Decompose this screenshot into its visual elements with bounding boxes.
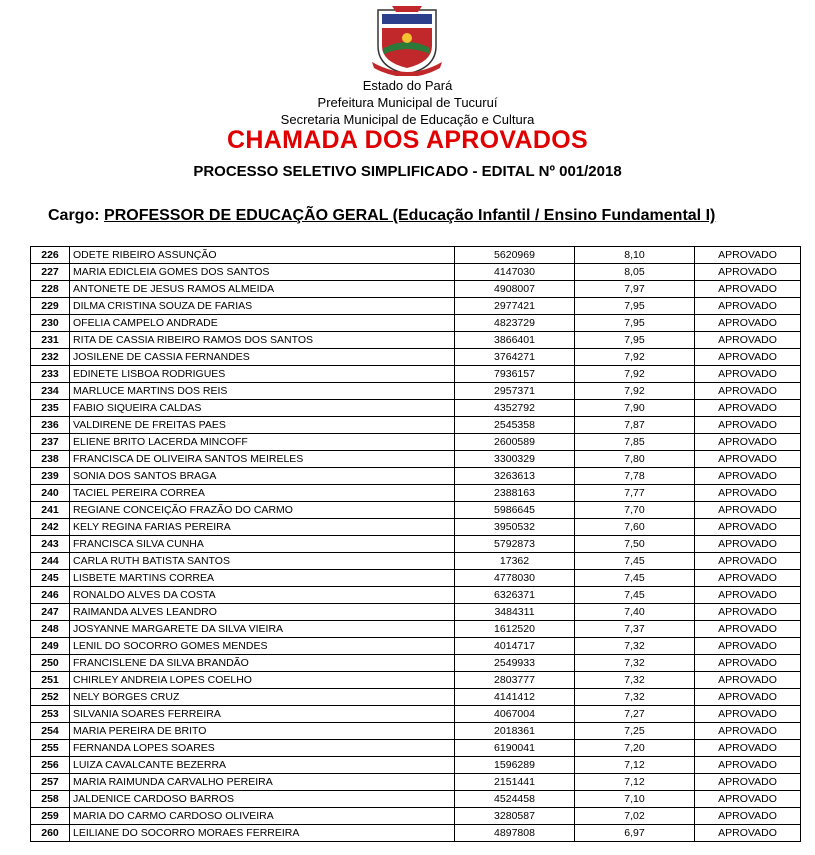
candidate-name: MARIA PEREIRA DE BRITO bbox=[70, 723, 455, 740]
score: 7,97 bbox=[575, 281, 695, 298]
registration-number: 3484311 bbox=[455, 604, 575, 621]
registration-number: 1612520 bbox=[455, 621, 575, 638]
row-number: 238 bbox=[31, 451, 70, 468]
candidate-name: MARIA DO CARMO CARDOSO OLIVEIRA bbox=[70, 808, 455, 825]
candidate-name: LEILIANE DO SOCORRO MORAES FERREIRA bbox=[70, 825, 455, 842]
score: 6,97 bbox=[575, 825, 695, 842]
result-status: APROVADO bbox=[695, 723, 801, 740]
row-number: 226 bbox=[31, 247, 70, 264]
table-row bbox=[31, 332, 801, 349]
score: 7,85 bbox=[575, 434, 695, 451]
table-row bbox=[31, 536, 801, 553]
result-status: APROVADO bbox=[695, 349, 801, 366]
score: 7,95 bbox=[575, 332, 695, 349]
result-status: APROVADO bbox=[695, 655, 801, 672]
score: 7,87 bbox=[575, 417, 695, 434]
candidate-name: FRANCISCA DE OLIVEIRA SANTOS MEIRELES bbox=[70, 451, 455, 468]
score: 8,05 bbox=[575, 264, 695, 281]
result-status: APROVADO bbox=[695, 468, 801, 485]
table-row bbox=[31, 672, 801, 689]
candidate-name: FABIO SIQUEIRA CALDAS bbox=[70, 400, 455, 417]
score: 8,10 bbox=[575, 247, 695, 264]
table-row bbox=[31, 315, 801, 332]
row-number: 228 bbox=[31, 281, 70, 298]
results-table bbox=[30, 246, 801, 842]
result-status: APROVADO bbox=[695, 536, 801, 553]
row-number: 229 bbox=[31, 298, 70, 315]
registration-number: 4147030 bbox=[455, 264, 575, 281]
table-row bbox=[31, 740, 801, 757]
result-status: APROVADO bbox=[695, 757, 801, 774]
registration-number: 2388163 bbox=[455, 485, 575, 502]
registration-number: 4352792 bbox=[455, 400, 575, 417]
table-row bbox=[31, 400, 801, 417]
registration-number: 3300329 bbox=[455, 451, 575, 468]
score: 7,10 bbox=[575, 791, 695, 808]
table-row bbox=[31, 808, 801, 825]
result-status: APROVADO bbox=[695, 417, 801, 434]
candidate-name: MARIA EDICLEIA GOMES DOS SANTOS bbox=[70, 264, 455, 281]
result-status: APROVADO bbox=[695, 638, 801, 655]
result-status: APROVADO bbox=[695, 621, 801, 638]
row-number: 255 bbox=[31, 740, 70, 757]
result-status: APROVADO bbox=[695, 740, 801, 757]
registration-number: 4778030 bbox=[455, 570, 575, 587]
score: 7,32 bbox=[575, 689, 695, 706]
result-status: APROVADO bbox=[695, 451, 801, 468]
row-number: 259 bbox=[31, 808, 70, 825]
table-row bbox=[31, 621, 801, 638]
table-row bbox=[31, 791, 801, 808]
row-number: 252 bbox=[31, 689, 70, 706]
score: 7,70 bbox=[575, 502, 695, 519]
score: 7,12 bbox=[575, 774, 695, 791]
candidate-name: DILMA CRISTINA SOUZA DE FARIAS bbox=[70, 298, 455, 315]
score: 7,92 bbox=[575, 366, 695, 383]
result-status: APROVADO bbox=[695, 519, 801, 536]
score: 7,32 bbox=[575, 638, 695, 655]
table-row bbox=[31, 587, 801, 604]
table-row bbox=[31, 366, 801, 383]
result-status: APROVADO bbox=[695, 315, 801, 332]
row-number: 234 bbox=[31, 383, 70, 400]
score: 7,77 bbox=[575, 485, 695, 502]
registration-number: 4524458 bbox=[455, 791, 575, 808]
result-status: APROVADO bbox=[695, 553, 801, 570]
row-number: 227 bbox=[31, 264, 70, 281]
registration-number: 2600589 bbox=[455, 434, 575, 451]
result-status: APROVADO bbox=[695, 502, 801, 519]
candidate-name: ANTONETE DE JESUS RAMOS ALMEIDA bbox=[70, 281, 455, 298]
secretary-line: Secretaria Municipal de Educação e Cultura bbox=[280, 112, 535, 127]
score: 7,60 bbox=[575, 519, 695, 536]
score: 7,32 bbox=[575, 672, 695, 689]
score: 7,02 bbox=[575, 808, 695, 825]
score: 7,12 bbox=[575, 757, 695, 774]
table-row bbox=[31, 604, 801, 621]
candidate-name: SONIA DOS SANTOS BRAGA bbox=[70, 468, 455, 485]
score: 7,25 bbox=[575, 723, 695, 740]
candidate-name: CARLA RUTH BATISTA SANTOS bbox=[70, 553, 455, 570]
registration-number: 3950532 bbox=[455, 519, 575, 536]
page-subtitle: PROCESSO SELETIVO SIMPLIFICADO - EDITAL Nº 001/2018 bbox=[193, 163, 622, 180]
row-number: 249 bbox=[31, 638, 70, 655]
table-row bbox=[31, 723, 801, 740]
row-number: 258 bbox=[31, 791, 70, 808]
candidate-name: LUIZA CAVALCANTE BEZERRA bbox=[70, 757, 455, 774]
result-status: APROVADO bbox=[695, 281, 801, 298]
registration-number: 4823729 bbox=[455, 315, 575, 332]
candidate-name: FRANCISCA SILVA CUNHA bbox=[70, 536, 455, 553]
candidate-name: SILVANIA SOARES FERREIRA bbox=[70, 706, 455, 723]
registration-number: 5792873 bbox=[455, 536, 575, 553]
candidate-name: NELY BORGES CRUZ bbox=[70, 689, 455, 706]
score: 7,80 bbox=[575, 451, 695, 468]
row-number: 260 bbox=[31, 825, 70, 842]
table-row bbox=[31, 553, 801, 570]
table-row bbox=[31, 247, 801, 264]
registration-number: 2803777 bbox=[455, 672, 575, 689]
row-number: 232 bbox=[31, 349, 70, 366]
row-number: 240 bbox=[31, 485, 70, 502]
result-status: APROVADO bbox=[695, 808, 801, 825]
candidate-name: OFELIA CAMPELO ANDRADE bbox=[70, 315, 455, 332]
score: 7,27 bbox=[575, 706, 695, 723]
row-number: 254 bbox=[31, 723, 70, 740]
candidate-name: FRANCISLENE DA SILVA BRANDÃO bbox=[70, 655, 455, 672]
candidate-name: TACIEL PEREIRA CORREA bbox=[70, 485, 455, 502]
score: 7,45 bbox=[575, 570, 695, 587]
score: 7,20 bbox=[575, 740, 695, 757]
page-title: CHAMADA DOS APROVADOS bbox=[227, 126, 588, 154]
cargo-line bbox=[48, 207, 715, 225]
result-status: APROVADO bbox=[695, 264, 801, 281]
row-number: 247 bbox=[31, 604, 70, 621]
result-status: APROVADO bbox=[695, 570, 801, 587]
table-row bbox=[31, 451, 801, 468]
cargo-label: Cargo: bbox=[48, 207, 100, 224]
result-status: APROVADO bbox=[695, 672, 801, 689]
row-number: 251 bbox=[31, 672, 70, 689]
row-number: 242 bbox=[31, 519, 70, 536]
row-number: 243 bbox=[31, 536, 70, 553]
table-row bbox=[31, 349, 801, 366]
row-number: 250 bbox=[31, 655, 70, 672]
score: 7,37 bbox=[575, 621, 695, 638]
row-number: 230 bbox=[31, 315, 70, 332]
score: 7,95 bbox=[575, 315, 695, 332]
registration-number: 4067004 bbox=[455, 706, 575, 723]
table-row bbox=[31, 468, 801, 485]
candidate-name: KELY REGINA FARIAS PEREIRA bbox=[70, 519, 455, 536]
result-status: APROVADO bbox=[695, 825, 801, 842]
score: 7,92 bbox=[575, 383, 695, 400]
table-row bbox=[31, 485, 801, 502]
registration-number: 1596289 bbox=[455, 757, 575, 774]
row-number: 231 bbox=[31, 332, 70, 349]
registration-number: 2018361 bbox=[455, 723, 575, 740]
candidate-name: FERNANDA LOPES SOARES bbox=[70, 740, 455, 757]
table-row bbox=[31, 264, 801, 281]
cargo-value: PROFESSOR DE EDUCAÇÃO GERAL (Educação Infantil / Ensino Fundamental I) bbox=[104, 207, 716, 224]
registration-number: 3866401 bbox=[455, 332, 575, 349]
registration-number: 2549933 bbox=[455, 655, 575, 672]
row-number: 244 bbox=[31, 553, 70, 570]
result-status: APROVADO bbox=[695, 383, 801, 400]
result-status: APROVADO bbox=[695, 366, 801, 383]
table-row bbox=[31, 502, 801, 519]
score: 7,32 bbox=[575, 655, 695, 672]
candidate-name: VALDIRENE DE FREITAS PAES bbox=[70, 417, 455, 434]
candidate-name: JOSILENE DE CASSIA FERNANDES bbox=[70, 349, 455, 366]
result-status: APROVADO bbox=[695, 434, 801, 451]
candidate-name: ELIENE BRITO LACERDA MINCOFF bbox=[70, 434, 455, 451]
row-number: 239 bbox=[31, 468, 70, 485]
table-row bbox=[31, 383, 801, 400]
row-number: 248 bbox=[31, 621, 70, 638]
row-number: 233 bbox=[31, 366, 70, 383]
table-row bbox=[31, 638, 801, 655]
result-status: APROVADO bbox=[695, 604, 801, 621]
row-number: 241 bbox=[31, 502, 70, 519]
score: 7,45 bbox=[575, 553, 695, 570]
registration-number: 2545358 bbox=[455, 417, 575, 434]
registration-number: 17362 bbox=[455, 553, 575, 570]
score: 7,92 bbox=[575, 349, 695, 366]
result-status: APROVADO bbox=[695, 791, 801, 808]
row-number: 236 bbox=[31, 417, 70, 434]
candidate-name: CHIRLEY ANDREIA LOPES COELHO bbox=[70, 672, 455, 689]
candidate-name: MARLUCE MARTINS DOS REIS bbox=[70, 383, 455, 400]
candidate-name: EDINETE LISBOA RODRIGUES bbox=[70, 366, 455, 383]
result-status: APROVADO bbox=[695, 587, 801, 604]
result-status: APROVADO bbox=[695, 400, 801, 417]
score: 7,95 bbox=[575, 298, 695, 315]
row-number: 256 bbox=[31, 757, 70, 774]
table-row bbox=[31, 757, 801, 774]
table-row bbox=[31, 417, 801, 434]
candidate-name: JOSYANNE MARGARETE DA SILVA VIEIRA bbox=[70, 621, 455, 638]
table-row bbox=[31, 298, 801, 315]
table-row bbox=[31, 655, 801, 672]
result-status: APROVADO bbox=[695, 332, 801, 349]
result-status: APROVADO bbox=[695, 706, 801, 723]
registration-number: 4908007 bbox=[455, 281, 575, 298]
candidate-name: LENIL DO SOCORRO GOMES MENDES bbox=[70, 638, 455, 655]
registration-number: 2957371 bbox=[455, 383, 575, 400]
score: 7,90 bbox=[575, 400, 695, 417]
registration-number: 6326371 bbox=[455, 587, 575, 604]
registration-number: 2151441 bbox=[455, 774, 575, 791]
registration-number: 7936157 bbox=[455, 366, 575, 383]
row-number: 245 bbox=[31, 570, 70, 587]
score: 7,40 bbox=[575, 604, 695, 621]
score: 7,78 bbox=[575, 468, 695, 485]
candidate-name: REGIANE CONCEIÇÃO FRAZÃO DO CARMO bbox=[70, 502, 455, 519]
result-status: APROVADO bbox=[695, 774, 801, 791]
table-row bbox=[31, 825, 801, 842]
state-line: Estado do Pará bbox=[362, 78, 453, 93]
row-number: 237 bbox=[31, 434, 70, 451]
result-status: APROVADO bbox=[695, 247, 801, 264]
table-row bbox=[31, 570, 801, 587]
result-status: APROVADO bbox=[695, 298, 801, 315]
row-number: 246 bbox=[31, 587, 70, 604]
registration-number: 4897808 bbox=[455, 825, 575, 842]
candidate-name: ODETE RIBEIRO ASSUNÇÃO bbox=[70, 247, 455, 264]
prefecture-line: Prefeitura Municipal de Tucuruí bbox=[317, 95, 498, 110]
registration-number: 3263613 bbox=[455, 468, 575, 485]
registration-number: 3764271 bbox=[455, 349, 575, 366]
table-row bbox=[31, 519, 801, 536]
table-row bbox=[31, 706, 801, 723]
registration-number: 4141412 bbox=[455, 689, 575, 706]
registration-number: 5620969 bbox=[455, 247, 575, 264]
candidate-name: RONALDO ALVES DA COSTA bbox=[70, 587, 455, 604]
row-number: 257 bbox=[31, 774, 70, 791]
table-row bbox=[31, 434, 801, 451]
score: 7,50 bbox=[575, 536, 695, 553]
result-status: APROVADO bbox=[695, 689, 801, 706]
row-number: 235 bbox=[31, 400, 70, 417]
registration-number: 3280587 bbox=[455, 808, 575, 825]
candidate-name: RAIMANDA ALVES LEANDRO bbox=[70, 604, 455, 621]
candidate-name: LISBETE MARTINS CORREA bbox=[70, 570, 455, 587]
score: 7,45 bbox=[575, 587, 695, 604]
table-row bbox=[31, 281, 801, 298]
candidate-name: JALDENICE CARDOSO BARROS bbox=[70, 791, 455, 808]
registration-number: 5986645 bbox=[455, 502, 575, 519]
municipal-seal-logo bbox=[368, 2, 446, 76]
registration-number: 6190041 bbox=[455, 740, 575, 757]
candidate-name: RITA DE CASSIA RIBEIRO RAMOS DOS SANTOS bbox=[70, 332, 455, 349]
result-status: APROVADO bbox=[695, 485, 801, 502]
registration-number: 2977421 bbox=[455, 298, 575, 315]
row-number: 253 bbox=[31, 706, 70, 723]
registration-number: 4014717 bbox=[455, 638, 575, 655]
candidate-name: MARIA RAIMUNDA CARVALHO PEREIRA bbox=[70, 774, 455, 791]
table-row bbox=[31, 689, 801, 706]
table-row bbox=[31, 774, 801, 791]
